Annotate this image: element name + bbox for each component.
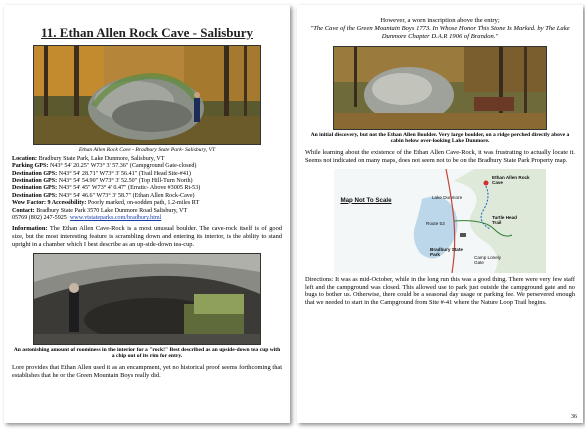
info-line [12, 163, 282, 170]
info-label: Destination GPS: [12, 178, 58, 185]
photo2-caption: An astonishing amount of roominess in the interior for a "rock!" Best described as an upside-down tea cup with a chip out of its rim for entry. [13, 346, 281, 360]
information-label: Information: [12, 225, 48, 233]
page-number: 36 [571, 414, 577, 420]
page-title: 11. Ethan Allen Rock Cave - Salisbury [40, 25, 253, 40]
information-paragraph [12, 225, 282, 248]
info-label: Parking GPS: [12, 163, 49, 170]
info-text: N43° 54' 46.6" W73° 3' 58.7" (Ethan Allen Rock-Cave) [58, 192, 195, 199]
info-line [12, 208, 282, 215]
right-page [297, 5, 583, 423]
info-text: N43° 54' 45" W73° 4' 0.47" (Erratic- Above #3005 Rt-53) [58, 185, 201, 192]
info-text: N43° 54' 54.90" W73° 3' 52.50" (Top Hill-Turn North) [58, 178, 193, 185]
cave-interior-photo [33, 253, 261, 345]
boulder-photo-caption: An initial discovery, but not the Ethan Allen Boulder. Very large boulder, on a ridge perched directly above a cabin below over-looking Lake Dunmore. [310, 131, 570, 145]
info-line [12, 215, 282, 222]
intro-text: However, a worn inscription above the entry; [380, 17, 500, 24]
info-text: Bradbury State Park 3570 Lake Dunmore Road Salisbury, VT [36, 207, 188, 214]
inscription-quote: "The Cave of the Green Mountain Boys 1773. In Whose Honor This Stone Is Marked. by The Lake Dunmore Chapter D.A.R 1906 of Brandon." [310, 25, 570, 41]
info-text: N43° 54' 20.25" W73° 3' 57.36" (Campground Gate-closed) [49, 163, 197, 170]
information-text: The Ethan Allen Cave-Rock is a most unusual boulder. The cave-rock itself is of good size, but the most interesting feature is scrambling down and entering its interior, is the ability to stand upright in a chamber which I best describe as an up-side-down tea-cup. [12, 225, 282, 248]
left-page [4, 5, 290, 423]
info-label: Destination GPS: [12, 192, 58, 199]
info-label: Destination GPS: [12, 185, 58, 192]
info-text: N43° 54' 28.71" W73° 3' 56.41" (Trail Head Site-#41) [58, 170, 191, 177]
info-line [12, 171, 282, 178]
info-text: Bradbury State Park, Lake Dunmore, Salisbury, VT [38, 156, 165, 162]
boulder-photo [333, 46, 547, 130]
map-label-lake: Lake Dunmore [432, 194, 463, 200]
photo1-caption: Ethan Allen Rock Cave - Bradbury State Park- Salisbury, VT [78, 147, 216, 153]
info-label: Destination GPS: [12, 170, 58, 177]
closing-paragraph: Lore provides that Ethan Allen used it as an encampment, yet no historical proof seems forthcoming that establishes that he or the Green Mountain Boys really did. [12, 364, 282, 379]
directions-paragraph: Directions: It was as mid-October, while in the long run this was a good thing. There were very few staff left and the campground was closed. This allowed use to park just outside the campground gate and no bugs to bother us. Otherwise, there could be a seasonal day usage or parking fee. We persevered enough that we needed to start in the Campground from Site #-41 where the Nature Loop Trail begins. [305, 275, 575, 307]
info-line [12, 185, 282, 192]
map-label-rock-cave: Ethan Allen Rock Cave [492, 174, 530, 185]
info-line [12, 200, 282, 207]
map-label-gate: Camp Lonely Gate [474, 254, 502, 265]
map-title: Map Not To Scale [340, 196, 392, 204]
info-line [12, 193, 282, 200]
info-label: Location: [12, 156, 38, 162]
trail-map [334, 169, 546, 273]
paragraph-locating: While learning about the existence of the Ethan Allen Cave-Rock, it was frustrating to actually locate it. Seems not indicated on many maps, does not seem not to be on the Bradbury State Park Property map. [305, 149, 575, 164]
park-website-link[interactable]: www.vtstateparks.com/bradbury.html [69, 214, 162, 221]
phone-number: 05769 (802) 247-5925 [12, 214, 67, 221]
info-label: Wow Factor: 9 Accessibility: [12, 200, 87, 207]
map-label-park: Bradbury State Park [430, 246, 463, 257]
info-label: Contact: [12, 207, 35, 214]
map-label-trail: Turtle Head Trail [492, 214, 517, 225]
map-label-route: Route 53 [426, 220, 445, 226]
info-block [12, 156, 282, 222]
info-text: Poorly marked, on-sodden path, 1.2-miles RT [87, 200, 200, 207]
rock-cave-photo [33, 45, 261, 145]
